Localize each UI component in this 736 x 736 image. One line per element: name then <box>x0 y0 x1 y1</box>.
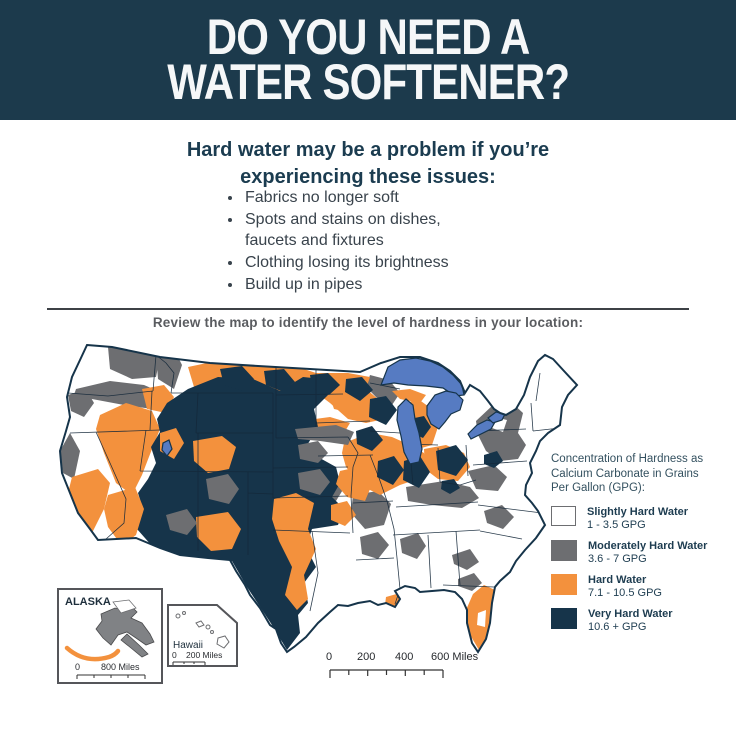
alaska-label: ALASKA <box>65 596 111 608</box>
legend-item-hard <box>551 574 733 601</box>
hawaii-inset <box>167 604 239 668</box>
scale-tick-0: 0 <box>326 651 333 663</box>
legend-range: 3.6 - 7 GPG <box>588 553 647 565</box>
legend-range: 10.6 + GPG <box>588 621 647 633</box>
scale-tick-400: 400 <box>395 651 414 663</box>
legend-item-very-hard <box>551 608 733 635</box>
issue-list <box>228 187 464 296</box>
legend-range: 1 - 3.5 GPG <box>587 519 646 531</box>
hawaii-scale-label: 200 Miles <box>186 650 223 660</box>
very-hard-swatch <box>551 608 577 629</box>
intro-heading-line2: experiencing these issues: <box>240 166 496 188</box>
legend-title-line1: Concentration of Hardness as <box>551 453 704 465</box>
header-banner <box>0 0 736 120</box>
alaska-scale-label: 800 Miles <box>101 662 140 672</box>
hawaii-label: Hawaii <box>173 640 204 651</box>
map-caption: Review the map to identify the level of hardness in your location: <box>152 315 584 330</box>
alaska-scale-zero: 0 <box>75 662 81 672</box>
hawaii-scale-zero: 0 <box>172 650 177 660</box>
page-title-line1: DO YOU NEED A <box>206 9 530 65</box>
legend-range: 7.1 - 10.5 GPG <box>588 587 662 599</box>
intro-heading-line1: Hard water may be a problem if you’re <box>186 139 550 161</box>
legend-label: Hard Water <box>588 573 647 586</box>
list-item: • Spots and stains on dishes, faucets and fixtures <box>243 209 464 251</box>
hard-swatch <box>551 574 577 595</box>
scale-tick-600: 600 Miles <box>431 651 479 663</box>
legend-item-moderately-hard <box>551 540 733 567</box>
map-legend <box>551 452 733 635</box>
list-item: • Clothing losing its brightness <box>243 252 464 273</box>
intro-heading <box>0 137 736 191</box>
list-item: • Build up in pipes <box>243 274 464 295</box>
legend-title-line3: Per Gallon (GPG): <box>551 482 645 494</box>
scale-bar-line <box>330 670 443 678</box>
legend-label: Slightly Hard Water <box>587 505 689 518</box>
legend-item-slightly-hard <box>551 506 733 533</box>
page-title-line2: WATER SOFTENER? <box>167 54 569 110</box>
legend-label: Very Hard Water <box>588 607 673 620</box>
legend-title-line2: Calcium Carbonate in Grains <box>551 467 699 480</box>
scale-tick-200: 200 <box>357 651 376 663</box>
moderately-hard-swatch <box>551 540 577 561</box>
section-divider <box>47 308 689 310</box>
legend-label: Moderately Hard Water <box>588 539 708 552</box>
slightly-hard-swatch <box>551 506 576 526</box>
legend-title <box>551 452 733 496</box>
alaska-inset <box>57 588 163 684</box>
list-item: • Fabrics no longer soft <box>243 187 464 208</box>
map-scale-bar <box>323 648 503 680</box>
